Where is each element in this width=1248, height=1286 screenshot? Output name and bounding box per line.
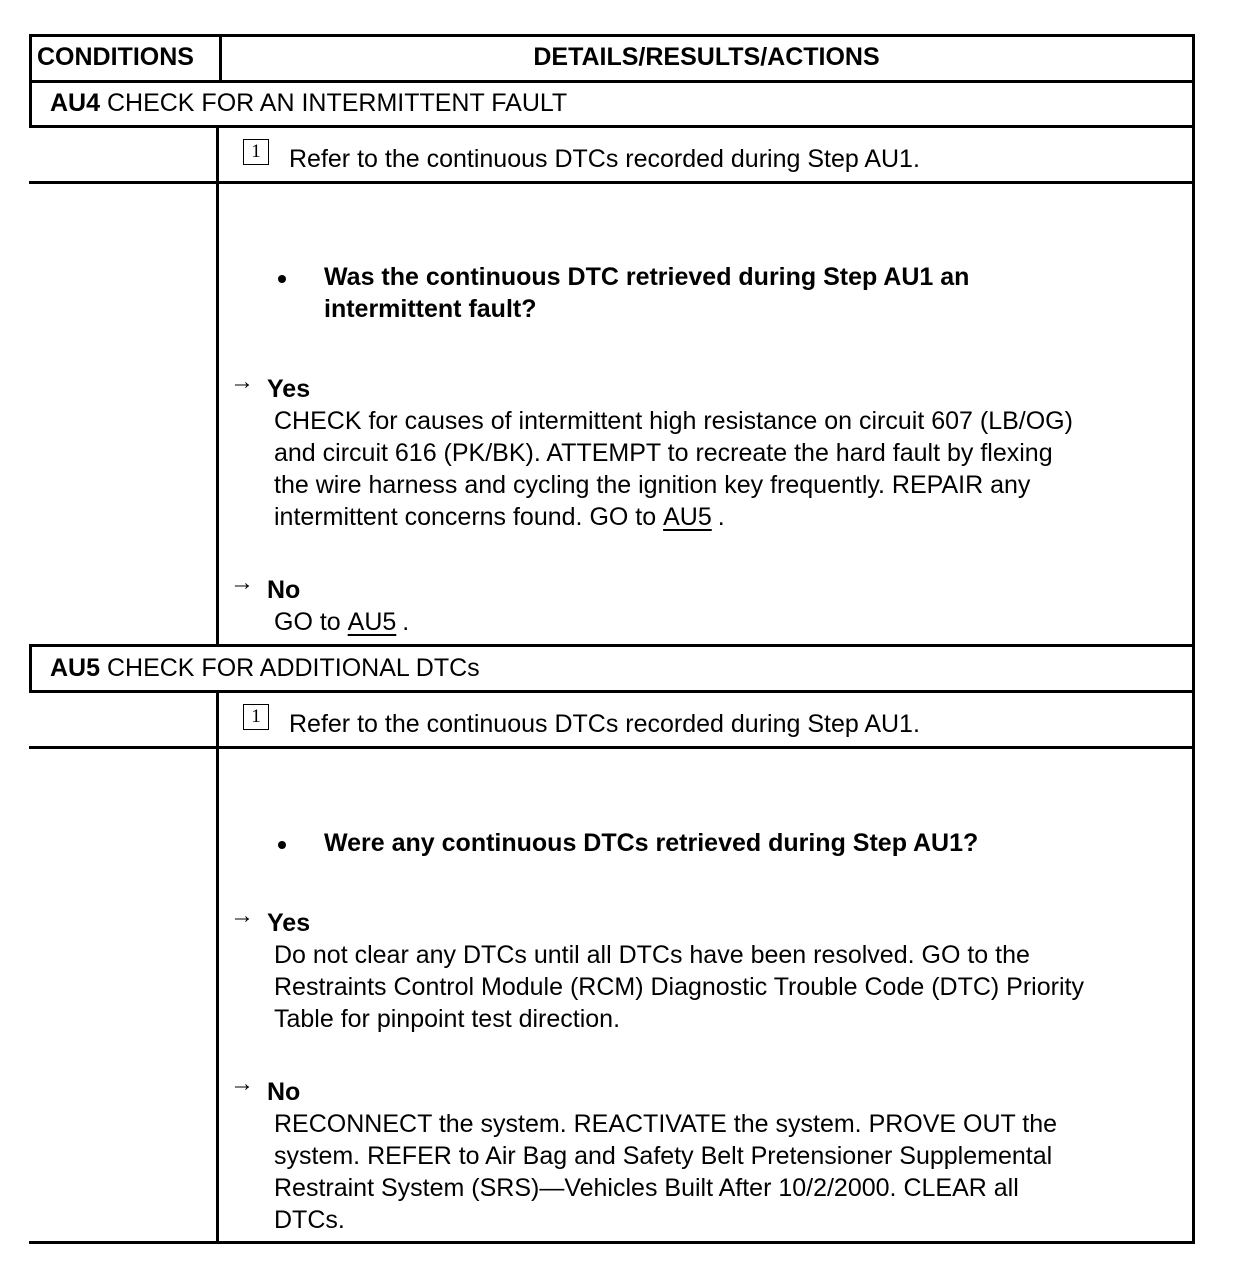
arrow-right-icon: →: [230, 902, 254, 929]
table-border-top: [29, 34, 1195, 37]
question-line: Was the continuous DTC retrieved during Step AU1 an: [324, 263, 970, 291]
no-text-suffix: .: [402, 608, 410, 636]
details-header: DETAILS/RESULTS/ACTIONS: [533, 43, 880, 71]
arrow-right-icon: →: [230, 1070, 254, 1097]
no-text-line: system. REFER to Air Bag and Safety Belt Pretensioner Supplemental: [274, 1142, 1053, 1170]
au4-column-divider: [216, 125, 219, 647]
yes-text-line: Do not clear any DTCs until all DTCs have been resolved. GO to the: [274, 941, 1030, 969]
link-au5[interactable]: AU5: [347, 608, 397, 636]
action-text: Refer to the continuous DTCs recorded during Step AU1.: [289, 145, 920, 173]
conditions-header: CONDITIONS: [37, 43, 194, 71]
yes-text-line: Table for pinpoint test direction.: [274, 1005, 621, 1033]
step-number-box: 1: [243, 704, 269, 730]
header-left-border: [29, 34, 32, 83]
step-title: CHECK FOR ADDITIONAL DTCs: [106, 654, 480, 682]
step-number-box: 1: [243, 139, 269, 165]
yes-text-line: and circuit 616 (PK/BK). ATTEMPT to recreate the hard fault by flexing: [274, 439, 1053, 467]
arrow-right-icon: →: [230, 368, 254, 395]
table-border-bottom: [29, 1241, 1195, 1244]
yes-text-suffix: .: [717, 503, 725, 531]
yes-text-prefix: intermittent concerns found. GO to: [274, 503, 657, 531]
yes-text-line: CHECK for causes of intermittent high resistance on circuit 607 (LB/OG): [274, 407, 1073, 435]
step-title-au4: [50, 87, 567, 119]
yes-text-line: [274, 501, 725, 533]
no-text-line: [274, 606, 409, 638]
action-text: Refer to the continuous DTCs recorded during Step AU1.: [289, 710, 920, 738]
au4-bottom-divider: [29, 644, 1195, 647]
question-line: Were any continuous DTCs retrieved during Step AU1?: [324, 829, 979, 857]
header-divider: [29, 80, 1195, 83]
bullet-icon: [278, 275, 286, 283]
au5-column-divider: [216, 690, 219, 1244]
step-id: AU5: [50, 654, 101, 682]
no-text-prefix: GO to: [274, 608, 341, 636]
arrow-right-icon: →: [230, 569, 254, 596]
step-title-au5: [50, 652, 480, 684]
yes-label: Yes: [267, 375, 311, 403]
no-label: No: [267, 1078, 301, 1106]
yes-label: Yes: [267, 909, 311, 937]
step-title: CHECK FOR AN INTERMITTENT FAULT: [106, 89, 568, 117]
no-label: No: [267, 576, 301, 604]
link-au5[interactable]: AU5: [663, 503, 712, 531]
bullet-icon: [278, 841, 286, 849]
step-id: AU4: [50, 89, 101, 117]
table-border-right: [1192, 34, 1195, 1244]
au4-title-divider: [29, 125, 1195, 128]
question-line: intermittent fault?: [324, 295, 537, 323]
no-text-line: Restraint System (SRS)—Vehicles Built After 10/2/2000. CLEAR all: [274, 1174, 1019, 1202]
au4-title-left-border: [29, 80, 32, 128]
au5-title-divider: [29, 690, 1195, 693]
au5-title-left-border: [29, 644, 32, 693]
no-text-line: DTCs.: [274, 1206, 345, 1234]
au4-action-divider: [29, 181, 1195, 184]
no-text-line: RECONNECT the system. REACTIVATE the system. PROVE OUT the: [274, 1110, 1058, 1138]
yes-text-line: the wire harness and cycling the ignition key frequently. REPAIR any: [274, 471, 1031, 499]
yes-text-line: Restraints Control Module (RCM) Diagnostic Trouble Code (DTC) Priority: [274, 973, 1084, 1001]
au5-action-divider: [29, 746, 1195, 749]
